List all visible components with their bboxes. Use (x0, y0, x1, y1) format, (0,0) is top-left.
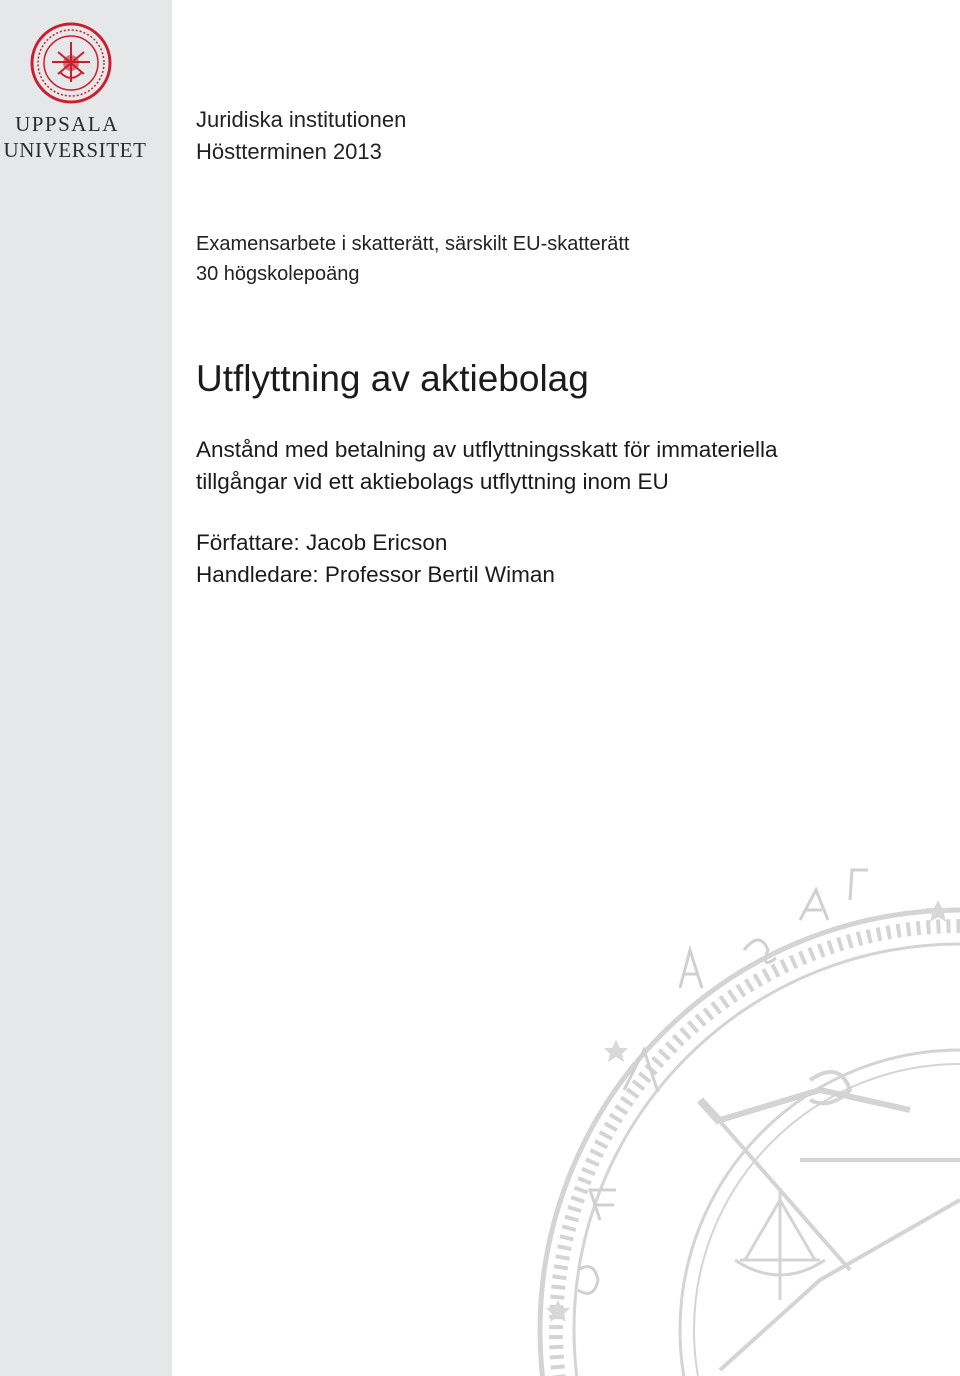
sidebar-band (0, 0, 172, 1376)
author-line: Författare: Jacob Ericson (196, 530, 448, 555)
university-seal-icon (30, 22, 112, 104)
document-subtitle (196, 434, 778, 498)
document-title: Utflyttning av aktiebolag (196, 358, 589, 399)
university-seal-watermark-icon (520, 860, 960, 1376)
supervisor-line: Handledare: Professor Bertil Wiman (196, 562, 555, 587)
logo-text-uppsala: UPPSALA (15, 112, 119, 136)
header-block (196, 104, 406, 168)
logo-text-universitet: UNIVERSITET (3, 138, 147, 162)
course-name: Examensarbete i skatterätt, särskilt EU-skatterätt (196, 233, 630, 255)
department-name: Juridiska institutionen (196, 107, 407, 132)
term-label: Höstterminen 2013 (196, 139, 382, 164)
course-block (196, 229, 630, 289)
subtitle-line-1: Anstånd med betalning av utflyttningsskatt för immateriella (196, 437, 778, 462)
subtitle-line-2: tillgångar vid ett aktiebolags utflyttning inom EU (196, 469, 669, 494)
course-credits: 30 högskolepoäng (196, 263, 360, 285)
people-block (196, 527, 555, 591)
university-logo (0, 18, 172, 168)
